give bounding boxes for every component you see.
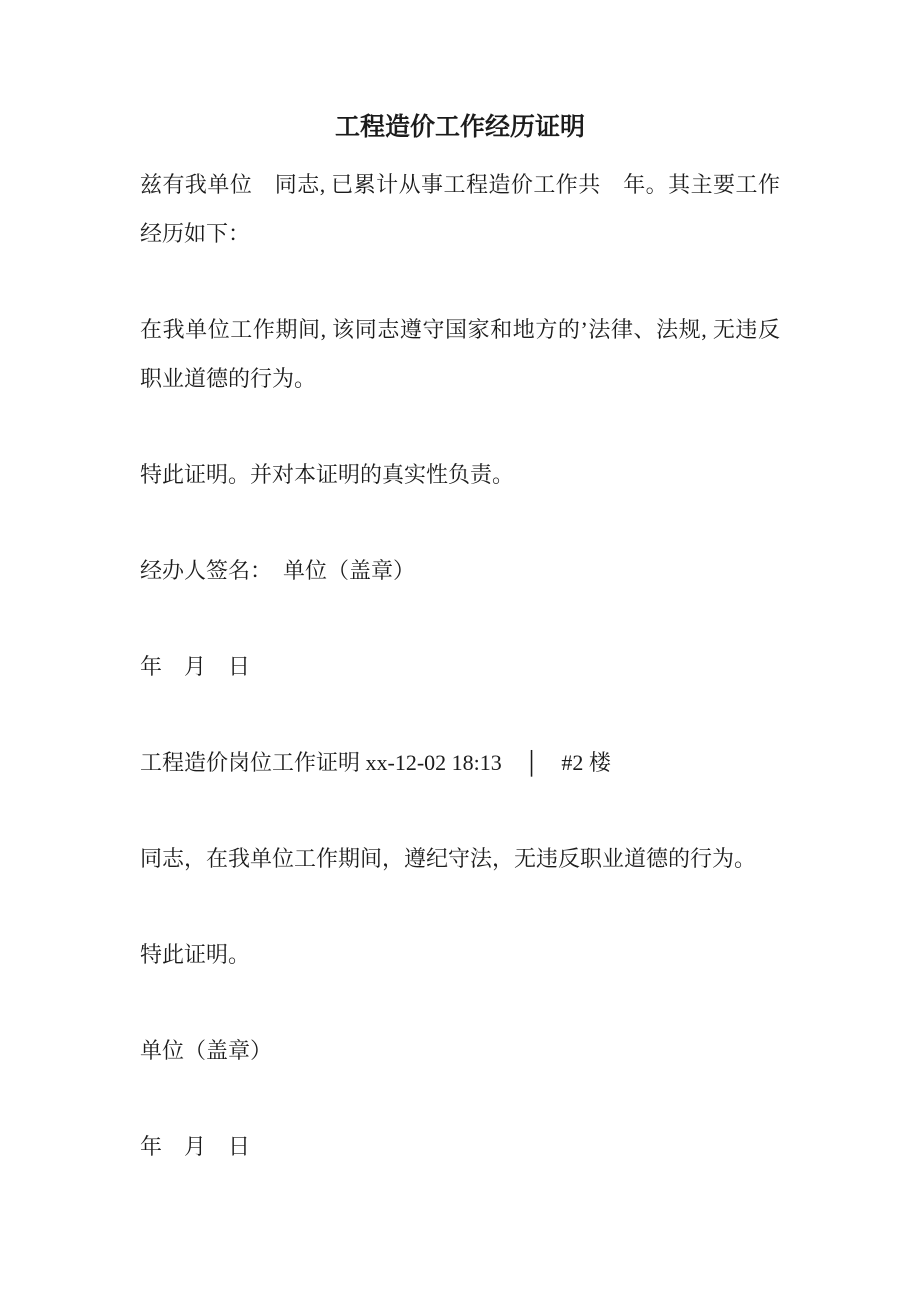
- document-title: 工程造价工作经历证明: [334, 114, 585, 141]
- paragraph: 经办人签名： 单位（盖章）: [140, 558, 416, 583]
- paragraph: 同志，在我单位工作期间，遵纪守法，无违反职业道德的行为。: [140, 846, 757, 871]
- paragraph: 年 月 日: [140, 1134, 251, 1159]
- document-body: [140, 160, 780, 1171]
- paragraph: 特此证明。: [140, 942, 251, 967]
- paragraph: 在我单位工作期间, 该同志遵守国家和地方的’法律、法规, 无违反职业道德的行为。: [140, 317, 780, 391]
- paragraph: 特此证明。并对本证明的真实性负责。: [140, 462, 515, 487]
- paragraph: 工程造价岗位工作证明 xx-12-02 18:13 │ #2 楼: [140, 750, 611, 775]
- paragraph: 兹有我单位 同志, 已累计从事工程造价工作共 年。其主要工作经历如下：: [140, 172, 780, 246]
- paragraph: 年 月 日: [140, 654, 251, 679]
- paragraph: 单位（盖章）: [140, 1038, 273, 1063]
